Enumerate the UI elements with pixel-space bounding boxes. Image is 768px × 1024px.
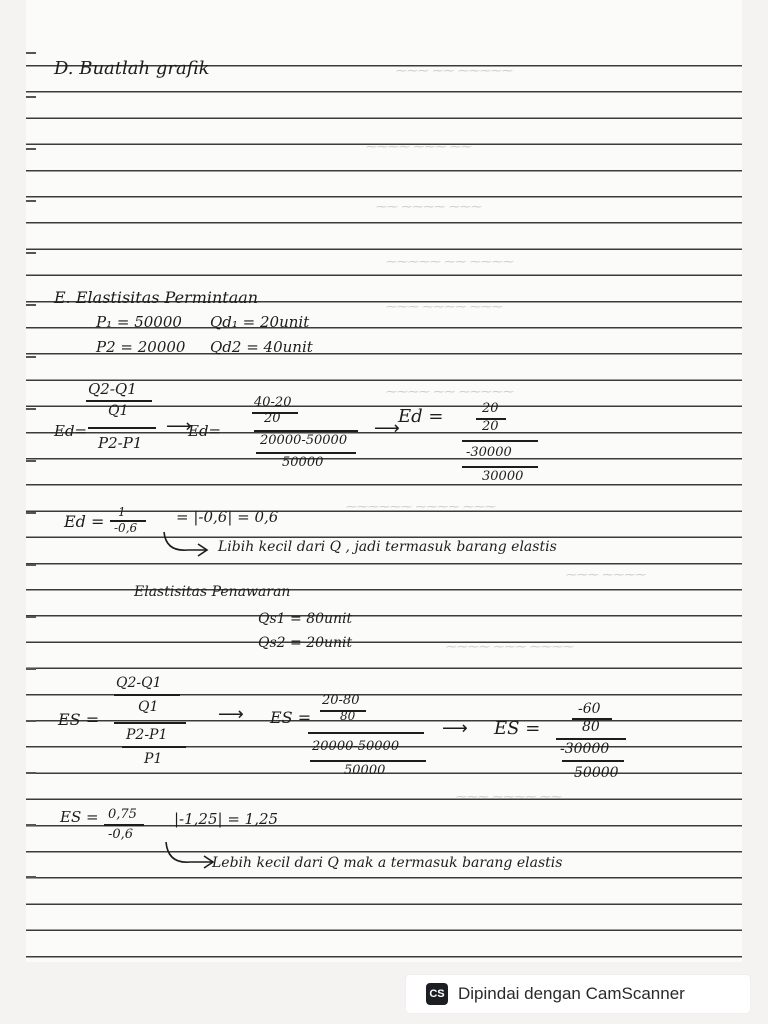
- fraction-bar: [562, 760, 624, 762]
- fraction-bar: [122, 746, 186, 748]
- es-step2-num: 20000-50000: [312, 739, 400, 754]
- fraction-bar: [86, 400, 152, 402]
- notebook-page: [26, 0, 742, 962]
- show-through-mark: ⁓⁓ ⁓⁓⁓⁓ ⁓⁓⁓: [376, 200, 482, 213]
- show-through-mark: ⁓⁓⁓ ⁓⁓⁓⁓ ⁓⁓⁓: [386, 300, 503, 313]
- ed-step3-mid: 20: [482, 419, 499, 434]
- watermark-text: Dipindai dengan CamScanner: [458, 984, 685, 1003]
- ed-step2-num: 20000-50000: [260, 433, 348, 448]
- margin-tick: [26, 96, 36, 98]
- es-step2-label: ES =: [270, 708, 312, 727]
- fraction-bar: [462, 466, 538, 468]
- ed-result-label: Ed =: [64, 512, 105, 531]
- price-1: P₁ = 50000: [96, 313, 182, 331]
- margin-tick: [26, 564, 36, 566]
- margin-tick: [26, 252, 36, 254]
- quantity-supply-2: Qs2 = 20unit: [258, 635, 353, 651]
- es-step3-num: -30000: [560, 741, 610, 757]
- margin-tick: [26, 460, 36, 462]
- margin-tick: [26, 720, 36, 722]
- fraction-bar: [114, 722, 186, 724]
- es-conclusion: Lebih kecil dari Q mak a termasuk barang elastis: [212, 855, 563, 871]
- fraction-bar: [104, 824, 144, 826]
- arrow-icon: ⟶: [166, 416, 192, 437]
- es-result-den: -0,6: [108, 827, 134, 842]
- show-through-mark: ⁓⁓⁓ ⁓⁓ ⁓⁓⁓⁓⁓: [396, 64, 513, 77]
- ed-result-abs: = |-0,6| = 0,6: [176, 508, 279, 526]
- margin-tick: [26, 52, 36, 54]
- es-step2-q1: 80: [340, 709, 356, 723]
- es-formula-p1: P1: [144, 751, 163, 767]
- camscanner-watermark: [406, 975, 750, 1013]
- es-result-num: 0,75: [108, 807, 137, 822]
- ed-formula-top: Q2-Q1: [88, 380, 137, 398]
- ed-step3-den: 30000: [482, 469, 524, 484]
- camscanner-logo-icon: CS: [426, 983, 448, 1005]
- margin-tick: [26, 356, 36, 358]
- ed-step2-den: 50000: [282, 455, 324, 470]
- margin-tick: [26, 148, 36, 150]
- quantity-demand-2: Qd2 = 40unit: [210, 338, 313, 356]
- section-e-heading: E. Elastisitas Permintaan: [54, 288, 259, 307]
- es-step3-top: -60: [578, 701, 601, 717]
- ed-step2-label: Ed=: [188, 422, 222, 440]
- margin-tick: [26, 512, 36, 514]
- ed-result-num: 1: [118, 505, 126, 519]
- es-result-abs: |-1,25| = 1,25: [174, 810, 279, 828]
- margin-tick: [26, 304, 36, 306]
- fraction-bar: [88, 427, 156, 429]
- show-through-mark: ⁓⁓⁓⁓⁓⁓ ⁓⁓⁓⁓ ⁓⁓⁓: [346, 500, 496, 513]
- es-step3-mid: 80: [582, 719, 600, 735]
- es-step2-den: 50000: [344, 763, 386, 778]
- es-formula-bottom: P2-P1: [126, 727, 168, 743]
- arrow-icon: ⟶: [218, 704, 244, 725]
- margin-tick: [26, 772, 36, 774]
- quantity-demand-1: Qd₁ = 20unit: [210, 313, 310, 331]
- ed-step2-top: 40-20: [254, 395, 292, 410]
- margin-tick: [26, 200, 36, 202]
- margin-tick: [26, 824, 36, 826]
- margin-tick: [26, 408, 36, 410]
- ed-formula-label: Ed=: [54, 422, 88, 440]
- ed-step3-num: -30000: [466, 445, 512, 460]
- fraction-bar: [556, 738, 626, 740]
- arrow-icon: [160, 530, 210, 558]
- es-formula-top: Q2-Q1: [116, 675, 162, 691]
- fraction-bar: [310, 760, 426, 762]
- show-through-mark: ⁓⁓⁓ ⁓⁓⁓⁓: [566, 568, 647, 581]
- price-2: P2 = 20000: [96, 338, 186, 356]
- ed-step3-label: Ed =: [398, 406, 444, 427]
- es-formula-q1: Q1: [138, 699, 159, 715]
- fraction-bar: [256, 452, 356, 454]
- show-through-mark: ⁓⁓⁓⁓ ⁓⁓⁓ ⁓⁓: [366, 140, 472, 153]
- show-through-mark: ⁓⁓⁓ ⁓⁓⁓⁓ ⁓⁓: [456, 790, 562, 803]
- es-formula-label: ES =: [58, 710, 100, 729]
- es-step3-den: 50000: [574, 765, 619, 781]
- fraction-bar: [308, 732, 424, 734]
- margin-tick: [26, 668, 36, 670]
- fraction-bar: [114, 694, 180, 696]
- es-step3-label: ES =: [494, 718, 541, 739]
- section-d-heading: D. Buatlah grafik: [54, 58, 210, 79]
- show-through-mark: ⁓⁓⁓⁓⁓ ⁓⁓ ⁓⁓⁓⁓: [386, 255, 514, 268]
- fraction-bar: [462, 440, 538, 442]
- ed-formula-bottom: P2-P1: [98, 434, 143, 452]
- show-through-mark: ⁓⁓⁓⁓ ⁓⁓⁓ ⁓⁓⁓⁓: [446, 640, 574, 653]
- quantity-supply-1: Qs1 = 80unit: [258, 611, 353, 627]
- ed-formula-q1: Q1: [108, 403, 129, 419]
- ed-result-den: -0,6: [114, 521, 138, 535]
- ed-step2-q1: 20: [264, 411, 281, 426]
- show-through-mark: ⁓⁓⁓⁓ ⁓⁓ ⁓⁓⁓⁓⁓: [386, 385, 514, 398]
- arrow-icon: ⟶: [442, 718, 468, 739]
- arrow-icon: ⟶: [374, 418, 400, 439]
- margin-tick: [26, 876, 36, 878]
- section-supply-heading: Elastisitas Penawaran: [134, 584, 291, 600]
- arrow-icon: [162, 840, 216, 870]
- fraction-bar: [254, 430, 358, 432]
- es-result-label: ES =: [60, 808, 99, 826]
- es-step2-top: 20-80: [322, 693, 360, 708]
- ed-conclusion: Libih kecil dari Q , jadi termasuk barang elastis: [218, 539, 557, 555]
- margin-tick: [26, 616, 36, 618]
- ed-step3-top: 20: [482, 401, 499, 416]
